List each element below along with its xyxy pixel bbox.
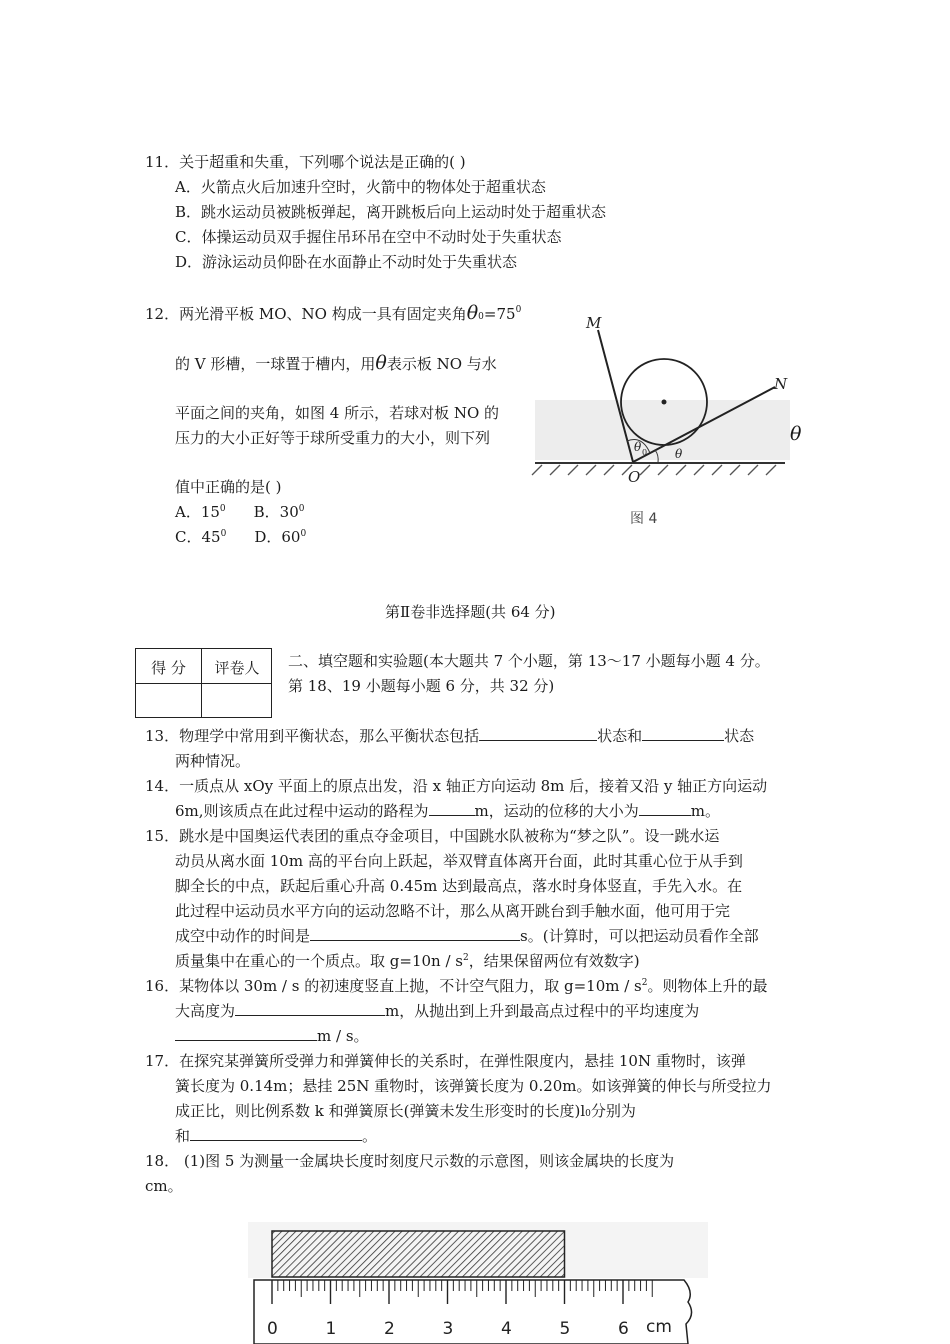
q17-blank[interactable] (190, 1126, 362, 1141)
label-n: N (774, 375, 788, 393)
label-m: M (586, 314, 602, 332)
q15-line4: 此过程中运动员水平方向的运动忽略不计，那么从离开跳台到手触水面，他可用于完 (175, 902, 731, 920)
ruler-label-6: 6 (618, 1319, 629, 1339)
q14-blank-1[interactable] (429, 801, 475, 816)
score-table (135, 648, 272, 718)
q12-line5: 值中正确的是( ) (175, 478, 282, 496)
q11-option-a: A．火箭点火后加速升空时，火箭中的物体处于超重状态 (175, 178, 546, 196)
figure-5-ruler (248, 1222, 708, 1344)
q14-blank-2[interactable] (639, 801, 691, 816)
q14-line2: 6m,则该质点在此过程中运动的路程为 m，运动的位移的大小为 m。 (175, 802, 721, 820)
q18-line2: cm。 (145, 1177, 183, 1195)
q15-blank[interactable] (310, 926, 520, 941)
q15-line1: 15．跳水是中国奥运代表团的重点夺金项目，中国跳水队被称为“梦之队”。设一跳水运 (145, 827, 720, 845)
q16-line3: m / s。 (175, 1026, 369, 1046)
figure-background-shade (535, 400, 790, 460)
q16-blank-2[interactable] (175, 1026, 317, 1041)
ruler-label-0: 0 (267, 1319, 278, 1339)
grader-label: 评卷人 (214, 659, 260, 677)
q13-blank-2[interactable] (642, 726, 724, 741)
figure-4-caption: 图 4 (630, 511, 658, 527)
q16-line2: 大高度为 m，从抛出到上升到最高点过程中的平均速度为 (175, 1002, 700, 1020)
q17-line3: 成正比，则比例系数 k 和弹簧原长(弹簧未发生形变时的长度)l0分别为 (175, 1102, 636, 1120)
q13-blank-1[interactable] (479, 726, 597, 741)
label-theta0: θ (634, 440, 642, 454)
q15-line3: 脚全长的中点，跃起后重心升高 0.45m 达到最高点，落水时身体竖直，手先入水。在 (175, 877, 743, 895)
section-2-title: 第Ⅱ卷非选择题(共 64 分) (385, 603, 556, 621)
q12-options-ab: A．$15^0$ B．$30^0$ (175, 503, 305, 521)
section-2-heading-line1: 二、填空题和实验题(本大题共 7 个小题，第 13～17 小题每小题 4 分。 (288, 652, 770, 670)
q15-line2: 动员从离水面 10m 高的平台向上跃起，举双臂直体离开台面，此时其重心位于从手到 (175, 852, 743, 870)
ruler-label-2: 2 (384, 1319, 395, 1339)
q11-option-d: D．游泳运动员仰卧在水面静止不动时处于失重状态 (175, 253, 518, 271)
q17-line1: 17．在探究某弹簧所受弹力和弹簧伸长的关系时，在弹性限度内，悬挂 10N 重物时，该弹 (145, 1052, 746, 1070)
q15-line5: 成空中动作的时间是 s。(计算时，可以把运动员看作全部 (175, 927, 759, 945)
q12-line4: 压力的大小正好等于球所受重力的大小，则下列 (175, 429, 491, 447)
q13-line1: 13．物理学中常用到平衡状态，那么平衡状态包括 状态和 状态 (145, 727, 755, 745)
ball-center (662, 400, 667, 405)
q17-line4: 和 。 (175, 1127, 378, 1145)
q12-options-cd: C．$45^0$ D．$60^0$ (175, 528, 307, 546)
label-theta0-sub: 0 (642, 448, 648, 457)
figure-4-v-groove (530, 305, 810, 535)
q16-blank-1[interactable] (235, 1001, 385, 1016)
q12-line3: 平面之间的夹角，如图 4 所示，若球对板 NO 的 (175, 404, 500, 422)
ruler-label-3: 3 (442, 1319, 454, 1339)
label-theta: θ (675, 447, 683, 461)
q11-stem: 11．关于超重和失重，下列哪个说法是正确的( ) (145, 153, 466, 171)
q12-line1: 12．两光滑平板 MO、NO 构成一具有固定夹角$\theta 0=75^0$ (145, 302, 522, 324)
q18-line1: 18． (1)图 5 为测量一金属块长度时刻度尺示数的示意图，则该金属块的长度为 (145, 1152, 675, 1170)
q11-option-c: C．体操运动员双手握住吊环吊在空中不动时处于失重状态 (175, 228, 562, 246)
q16-line1: 16．某物体以 30m / s 的初速度竖直上抛，不计空气阻力，取 $g=10m / s^2$。则物体上升的最 (145, 977, 768, 995)
q15-line6: 质量集中在重心的一个质点。取 $g=10n / s^2$，结果保留两位有效数字) (175, 952, 640, 970)
outside-theta-symbol: θ (790, 423, 802, 445)
score-label: 得 分 (151, 659, 186, 677)
section-2-heading-line2: 第 18、19 小题每小题 6 分，共 32 分) (288, 677, 555, 695)
q12-line2: 的 V 形槽，一球置于槽内，用θ表示板 NO 与水 (175, 352, 497, 374)
ruler-unit-label: cm (646, 1317, 672, 1337)
q17-line2: 簧长度为 0.14m；悬挂 25N 重物时，该弹簧长度为 0.20m。如该弹簧的伸长与所受拉力 (175, 1077, 772, 1095)
q14-line1: 14．一质点从 xOy 平面上的原点出发，沿 x 轴正方向运动 8m 后，接着又沿 y 轴正方向运动 (145, 777, 768, 795)
label-o: O (628, 468, 641, 486)
q13-line2: 两种情况。 (175, 752, 251, 770)
ruler-label-1: 1 (325, 1319, 337, 1339)
metal-block (272, 1231, 565, 1277)
q11-option-b: B．跳水运动员被跳板弹起，离开跳板后向上运动时处于超重状态 (175, 203, 607, 221)
ruler-label-5: 5 (559, 1319, 571, 1339)
ruler-label-4: 4 (501, 1319, 512, 1339)
